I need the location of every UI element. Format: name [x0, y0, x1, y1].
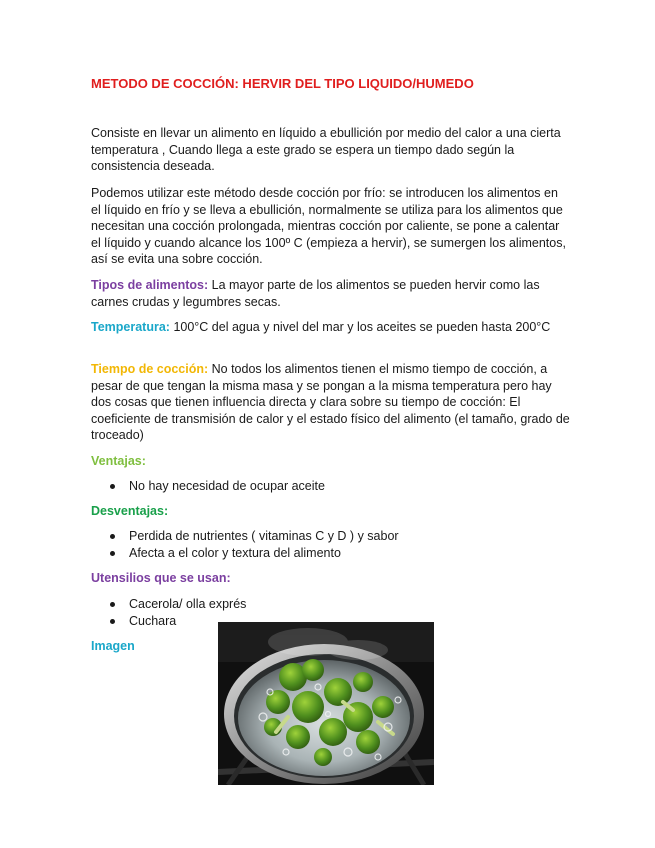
boiling-broccoli-photo [218, 622, 434, 785]
intro-paragraph: Consiste en llevar un alimento en líquido a ebullición por medio del calor a una cierta temperatura , Cuando llega a este grado se espera un tiempo dado según la consistencia deseada. [91, 126, 561, 173]
tiempo-label: Tiempo de cocción: [91, 362, 209, 376]
tiempo-text: No todos los alimentos tienen el mismo tiempo de cocción, a pesar de que tengan la misma masa y se pongan a la misma temperatura pero hay dos cosas que tienen influencia directa y clara sobre su tiempo de cocción: El coeficiente de transmisión de calor y el estado físico del alimento (el tamaño, grado de troceado) [91, 362, 570, 442]
list-item: Cacerola/ olla exprés [91, 596, 551, 613]
imagen-heading: Imagen [91, 639, 135, 653]
temperatura-paragraph [91, 319, 571, 336]
temperatura-label: Temperatura: [91, 320, 170, 334]
list-item: Afecta a el color y textura del alimento [91, 545, 551, 562]
method-paragraph: Podemos utilizar este método desde cocción por frío: se introducen los alimentos en el líquido en frío y se lleva a ebullición, normalmente se utiliza para los alimentos que necesitan una cocción prolongada, mientras cocción por caliente, se pone a calentar el líquido y cuando alcance los 100º C (empieza a hervir), se sumergen los alimentos, así se evita una sobre cocción. [91, 186, 566, 266]
list-item: Cuchara [91, 613, 551, 630]
temperatura-text: 100°C del agua y nivel del mar y los aceites se pueden hasta 200°C [169, 320, 551, 334]
utensilios-heading: Utensilios que se usan: [91, 571, 231, 585]
tiempo-paragraph [91, 361, 571, 444]
document-title: METODO DE COCCIÓN: HERVIR DEL TIPO LIQUIDO/HUMEDO [91, 76, 474, 91]
ventajas-heading: Ventajas: [91, 454, 146, 468]
list-item: No hay necesidad de ocupar aceite [91, 478, 551, 495]
tipos-paragraph [91, 277, 571, 310]
list-item: Perdida de nutrientes ( vitaminas C y D ) y sabor [91, 528, 551, 545]
tipos-label: Tipos de alimentos: [91, 278, 209, 292]
bullet-icon [110, 551, 115, 556]
desventajas-list [91, 528, 551, 561]
bullet-icon [110, 602, 115, 607]
bullet-icon [110, 534, 115, 539]
bullet-icon [110, 484, 115, 489]
boiling-pot-illustration [218, 622, 434, 785]
tipos-text: La mayor parte de los alimentos se pueden hervir como las carnes crudas y legumbres secas. [91, 278, 540, 309]
bullet-icon [110, 619, 115, 624]
ventajas-list [91, 478, 551, 495]
desventajas-heading: Desventajas: [91, 504, 169, 518]
